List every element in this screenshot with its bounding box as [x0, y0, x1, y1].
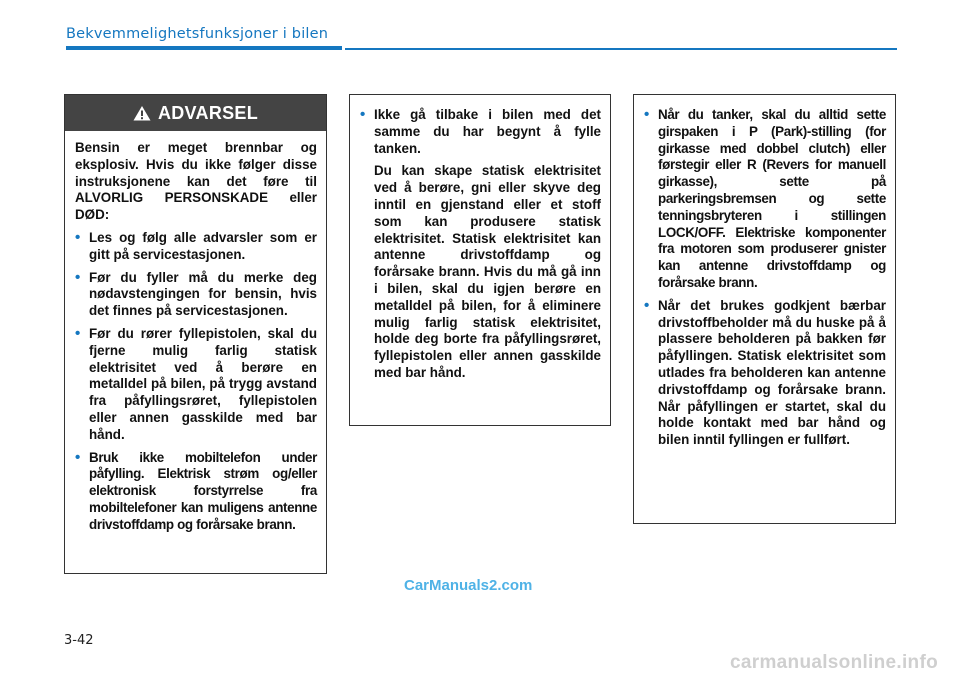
warning-bullet: • Før du rører fyllepistolen, skal du fjerne mulig farlig statisk elektrisitet ved å berøre en metalldel på bilen, på trygg avstand fra påfyllingsrøret, fyllepistolen eller annen gasskilde med bar hånd. — [75, 326, 317, 444]
middle-body — [350, 95, 610, 382]
warning-header — [65, 95, 326, 131]
warning-heading: ADVARSEL — [157, 102, 259, 123]
warning-box — [64, 94, 327, 574]
warning-bullet: • Før du fyller må du merke deg nødavstengingen for bensin, hvis det finnes på servicestasjonen. — [75, 270, 317, 320]
section-title: Bekvemmelighetsfunksjoner i bilen — [66, 26, 329, 42]
right-bullet: • Når du tanker, skal du alltid sette girspaken i P (Park)-stilling (for girkasse med dobbel clutch) eller førstegir eller R (Revers for manuell girkasse), sette på parkeringsbremsen og sette tenningsbryteren i stillingen LOCK/OFF. Elektriske komponenter fra motoren som produserer gnister kan antenne drivstoffdamp og forårsake brann. — [644, 107, 886, 292]
warning-intro: Bensin er meget brennbar og eksplosiv. Hvis du ikke følger disse instruksjonene kan det føre til ALVORLIG PERSONSKADE eller DØD: — [75, 140, 317, 223]
middle-paragraph: Du kan skape statisk elektrisitet ved å berøre, gni eller skyve deg inntil en gjenstand eller et stoff som kan produsere statisk elektrisitet. Statisk elektrisitet kan antenne drivstoffdamp og forårsake brann. Hvis du må gå inn i bilen, skal du igjen berøre en metalldel på bilen, for å eliminere mulig farlig statisk elektrisitet, holde deg borte fra påfyllingsrøret, fyllepistolen eller annen gasskilde med bar hånd. — [374, 163, 601, 380]
header-rule-thin — [345, 48, 897, 50]
right-body — [634, 95, 895, 449]
warning-triangle-icon — [133, 105, 151, 121]
warning-body — [65, 131, 326, 534]
page-number: 3-42 — [64, 633, 94, 648]
header-rule-thick — [66, 46, 342, 50]
watermark-carmanuals2: CarManuals2.com — [404, 577, 533, 594]
right-bullet: • Når det brukes godkjent bærbar drivstoffbeholder må du huske på å plassere beholderen på bakken før påfyllingen. Statisk elektrisitet som utlades fra beholderen kan antenne drivstoffdamp og forårsake brann. Når påfyllingen er startet, skal du holde kontakt med bar hånd og bilen inntil fyllingen er fullført. — [644, 298, 886, 449]
footer-watermark: carmanualsonline.info — [730, 652, 938, 673]
middle-box — [349, 94, 611, 426]
warning-bullet: • Bruk ikke mobiltelefon under påfylling. Elektrisk strøm og/eller elektronisk forstyrrelse fra mobiltelefoner kan muligens antenne drivstoffdamp og forårsake brann. — [75, 450, 317, 534]
right-box — [633, 94, 896, 524]
warning-bullet: • Les og følg alle advarsler som er gitt på servicestasjonen. — [75, 230, 317, 264]
middle-bullet: • Ikke gå tilbake i bilen med det samme du har begynt å fylle tanken. — [360, 107, 601, 157]
